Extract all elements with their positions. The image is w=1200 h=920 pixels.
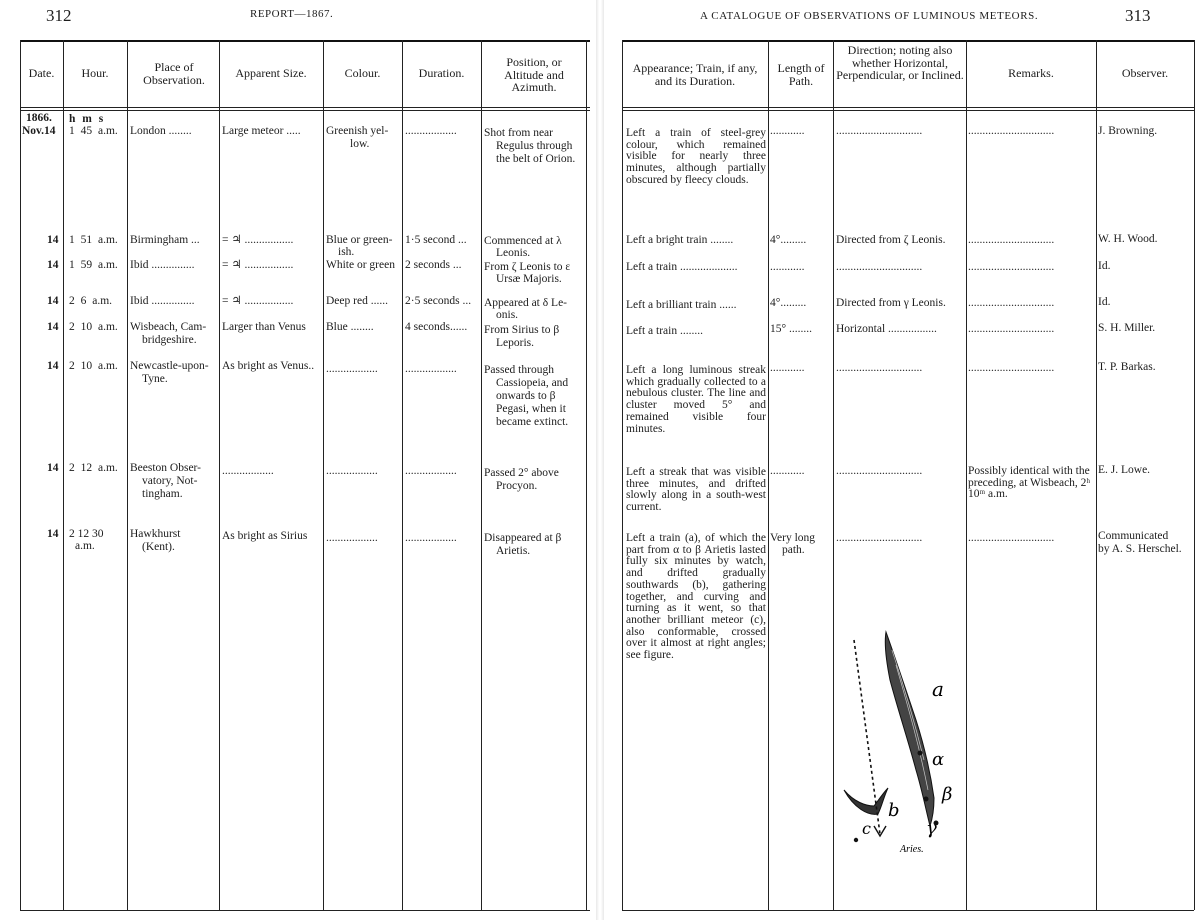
row-5-direction: Horizontal .................: [836, 323, 937, 335]
row-6-remarks: ..............................: [968, 362, 1055, 374]
row-7-size: ..................: [222, 465, 274, 477]
row-8-hour: 2 12 30: [69, 528, 104, 540]
row-4-position: Appeared at δ Le-: [484, 297, 567, 309]
running-head-left: [250, 8, 333, 20]
row-8-position-2: Arietis.: [496, 545, 531, 557]
row-3-date: 14: [47, 259, 59, 271]
page-number-right: 313: [1125, 6, 1151, 25]
row-6-size: As bright as Venus..: [222, 360, 315, 372]
hms-label: h m s: [69, 113, 104, 125]
row-4-position-2: onis.: [496, 309, 519, 321]
row-1-size: Large meteor .....: [222, 125, 301, 137]
row-2-hour: 1 51 a.m.: [69, 234, 118, 246]
row-3-remarks: ..............................: [968, 261, 1055, 273]
col-rule: [63, 40, 64, 910]
row-1-hour: 1 45 a.m.: [69, 125, 118, 137]
row-5-hour: 2 10 a.m.: [69, 321, 118, 333]
star-alpha: [918, 751, 923, 756]
row-2-date: 14: [47, 234, 59, 246]
row-8-remarks: ..............................: [968, 532, 1055, 544]
row-6-duration: ..................: [405, 363, 457, 375]
row-8-place: Hawkhurst: [130, 528, 181, 540]
row-5-place-2: bridgeshire.: [142, 334, 197, 346]
row-6-length: ............: [770, 362, 805, 374]
row-2-direction: Directed from ζ Leonis.: [836, 234, 946, 246]
row-1-observer: J. Browning.: [1098, 125, 1158, 137]
row-4-size: = ♃ .................: [222, 295, 294, 307]
row-6-position-2: Cassiopeia, and: [496, 377, 569, 389]
row-6-position-5: became extinct.: [496, 416, 569, 428]
label-c: c: [862, 819, 871, 838]
row-7-place: Beeston Obser-: [130, 462, 201, 474]
row-6-place: Newcastle-upon-: [130, 360, 209, 372]
row-6-position: Passed through: [484, 364, 554, 376]
row-3-place: Ibid ...............: [130, 259, 195, 271]
row-6-position-3: onwards to β: [496, 390, 556, 402]
table-top-rule: [622, 40, 1194, 42]
row-2-position-2: Leonis.: [496, 247, 531, 259]
row-1-remarks: ..............................: [968, 125, 1055, 137]
row-8-length-2: path.: [782, 544, 805, 556]
col-rule: [20, 40, 21, 910]
row-1-position-2: Regulus through: [496, 140, 573, 152]
label-beta: β: [942, 784, 953, 805]
row-2-place: Birmingham ...: [130, 234, 200, 246]
row-2-duration: 1·5 second ...: [405, 234, 467, 246]
row-8-hour-2: a.m.: [75, 540, 95, 552]
row-1-appearance: Left a train of steel-grey colour, which remained visible for nearly three minutes, although partially obscured by fleecy clouds.: [626, 127, 766, 186]
row-5-position-2: Leporis.: [496, 337, 535, 349]
header-direction: Direction; noting also whether Horizontal, Perpendicular, or Inclined.: [836, 43, 964, 83]
row-6-appearance: Left a long luminous streak which gradually collected to a nebulous cluster. The line and cluster moved 5° and remained visible four minutes.: [626, 364, 766, 435]
row-3-duration: 2 seconds ...: [405, 259, 462, 271]
row-3-size: = ♃ .................: [222, 259, 294, 271]
row-7-hour: 2 12 a.m.: [69, 462, 118, 474]
row-2-size: = ♃ .................: [222, 234, 294, 246]
header-appearance: Appearance; Train, if any, and its Duration.: [632, 61, 758, 88]
row-3-hour: 1 59 a.m.: [69, 259, 118, 271]
row-2-colour-cont: ish.: [338, 246, 355, 258]
row-8-place-2: (Kent).: [142, 541, 175, 553]
header-observer: Observer.: [1121, 66, 1169, 80]
row-7-place-2: vatory, Not-: [142, 475, 198, 487]
row-2-remarks: ..............................: [968, 234, 1055, 246]
col-rule: [622, 40, 623, 910]
row-8-length: Very long: [770, 532, 816, 544]
row-3-direction: ..............................: [836, 261, 923, 273]
row-8-direction: ..............................: [836, 532, 923, 544]
header-bottom-rule-2: [20, 110, 590, 111]
row-3-position: From ζ Leonis to ε: [484, 261, 571, 273]
row-4-hour: 2 6 a.m.: [69, 295, 113, 307]
row-7-position-2: Procyon.: [496, 480, 538, 492]
row-8-size: As bright as Sirius: [222, 530, 308, 542]
row-4-colour: Deep red ......: [326, 295, 388, 307]
label-gamma: γ: [926, 818, 937, 839]
row-7-colour: ..................: [326, 465, 378, 477]
row-5-observer: S. H. Miller.: [1098, 322, 1156, 334]
row-1-direction: ..............................: [836, 125, 923, 137]
col-rule: [586, 40, 587, 910]
table-bottom-rule: [622, 910, 1194, 911]
row-8-observer-2: by A. S. Herschel.: [1098, 543, 1182, 555]
row-3-observer: Id.: [1098, 260, 1111, 272]
row-6-date: 14: [47, 360, 59, 372]
row-5-appearance: Left a train ........: [626, 325, 703, 337]
row-3-position-2: Ursæ Majoris.: [496, 273, 562, 285]
label-a-upper: a: [932, 677, 944, 701]
row-8-appearance: Left a train (a), of which the part from α to β Arietis lasted fully six minutes by watch, and drifted gradually southwards (b), gathering together, and curving and turning as it went, so that another brilliant meteor (c), also conformable, crossed over it almost at right angles; see figure.: [626, 532, 766, 662]
col-rule: [323, 40, 324, 910]
row-1-place: London ........: [130, 125, 192, 137]
row-6-place-2: Tyne.: [142, 373, 168, 385]
page-number-left: 312: [46, 6, 72, 25]
row-1-length: ............: [770, 125, 805, 137]
row-4-duration: 2·5 seconds ...: [405, 295, 472, 307]
header-length: Length of Path.: [777, 61, 825, 88]
col-rule: [1194, 40, 1195, 910]
row-3-appearance: Left a train ....................: [626, 261, 738, 273]
row-2-appearance: Left a bright train ........: [626, 234, 734, 246]
table-top-rule: [20, 40, 590, 42]
meteor-train-figure: [830, 620, 980, 860]
row-5-length: 15° ........: [770, 323, 812, 335]
row-7-duration: ..................: [405, 465, 457, 477]
row-7-place-3: tingham.: [142, 488, 183, 500]
running-head-right: A CATALOGUE OF OBSERVATIONS OF LUMINOUS METEORS.: [700, 10, 1039, 22]
row-5-remarks: ..............................: [968, 323, 1055, 335]
row-4-length: 4°.........: [770, 297, 807, 309]
col-rule: [219, 40, 220, 910]
header-place: Place of Observation.: [143, 60, 205, 87]
col-rule: [402, 40, 403, 910]
row-4-date: 14: [47, 295, 59, 307]
row-4-observer: Id.: [1098, 296, 1111, 308]
row-4-direction: Directed from γ Leonis.: [836, 297, 946, 309]
star-beta: [924, 797, 929, 802]
row-1-position-3: the belt of Orion.: [496, 153, 576, 165]
col-rule: [768, 40, 769, 910]
row-1-colour-cont: low.: [350, 138, 370, 150]
row-6-position-4: Pegasi, when it: [496, 403, 566, 415]
col-rule: [127, 40, 128, 910]
row-5-position: From Sirius to β: [484, 324, 560, 336]
row-5-size: Larger than Venus: [222, 321, 306, 333]
row-2-length: 4°.........: [770, 234, 807, 246]
row-7-appearance: Left a streak that was visible three minutes, and drifted slowly along in a south-west current.: [626, 466, 766, 514]
row-6-direction: ..............................: [836, 362, 923, 374]
row-8-duration: ..................: [405, 532, 457, 544]
row-7-position: Passed 2° above: [484, 467, 559, 479]
col-rule: [1096, 40, 1097, 910]
table-bottom-rule: [20, 910, 590, 911]
year: 1866.: [26, 112, 52, 124]
star-c: [854, 838, 858, 842]
row-7-observer: E. J. Lowe.: [1098, 464, 1151, 476]
row-8-position: Disappeared at β: [484, 532, 562, 544]
header-size: Apparent Size.: [235, 66, 307, 80]
row-5-date: 14: [47, 321, 59, 333]
header-bottom-rule: [622, 107, 1194, 108]
label-b: b: [888, 800, 900, 821]
row-3-length: ............: [770, 261, 805, 273]
row-5-duration: 4 seconds......: [405, 321, 468, 333]
header-duration: Duration.: [418, 66, 465, 80]
book-gutter: [596, 0, 604, 920]
row-8-colour: ..................: [326, 532, 378, 544]
header-colour: Colour.: [344, 66, 381, 80]
row-3-colour: White or green: [326, 259, 395, 271]
running-head-left-text: REPORT—1867.: [250, 8, 334, 20]
row-2-colour: Blue or green-: [326, 234, 393, 246]
row-7-remarks: Possibly identical with the preceding, at Wisbeach, 2ʰ 10ᵐ a.m.: [968, 465, 1091, 501]
label-alpha: α: [932, 749, 945, 770]
row-8-observer: Communicated: [1098, 530, 1169, 542]
row-6-hour: 2 10 a.m.: [69, 360, 118, 372]
row-7-direction: ..............................: [836, 465, 923, 477]
row-6-colour: ..................: [326, 363, 378, 375]
row-6-observer: T. P. Barkas.: [1098, 361, 1156, 373]
header-bottom-rule-2: [622, 110, 1194, 111]
header-hour: Hour.: [81, 66, 109, 80]
left-page: [0, 0, 596, 920]
row-7-length: ............: [770, 465, 805, 477]
header-date: Date.: [28, 66, 55, 80]
row-2-position: Commenced at λ: [484, 235, 562, 247]
col-rule: [481, 40, 482, 910]
figure-caption: Aries.: [900, 844, 924, 855]
row-4-remarks: ..............................: [968, 297, 1055, 309]
row-4-place: Ibid ...............: [130, 295, 195, 307]
train-b-curve: [844, 788, 888, 814]
row-7-date: 14: [47, 462, 59, 474]
row-1-position: Shot from near: [484, 127, 553, 139]
row-1-date: Nov.14: [22, 125, 56, 137]
row-1-duration: ..................: [405, 125, 457, 137]
row-8-date: 14: [47, 528, 59, 540]
row-2-observer: W. H. Wood.: [1098, 233, 1158, 245]
row-1-colour: Greenish yel-: [326, 125, 389, 137]
header-position: Position, or Altitude and Azimuth.: [504, 55, 564, 95]
header-bottom-rule: [20, 107, 590, 108]
row-4-appearance: Left a brilliant train ......: [626, 299, 737, 311]
right-page: [604, 0, 1200, 920]
row-5-place: Wisbeach, Cam-: [130, 321, 207, 333]
header-remarks: Remarks.: [1008, 66, 1054, 80]
row-5-colour: Blue ........: [326, 321, 374, 333]
